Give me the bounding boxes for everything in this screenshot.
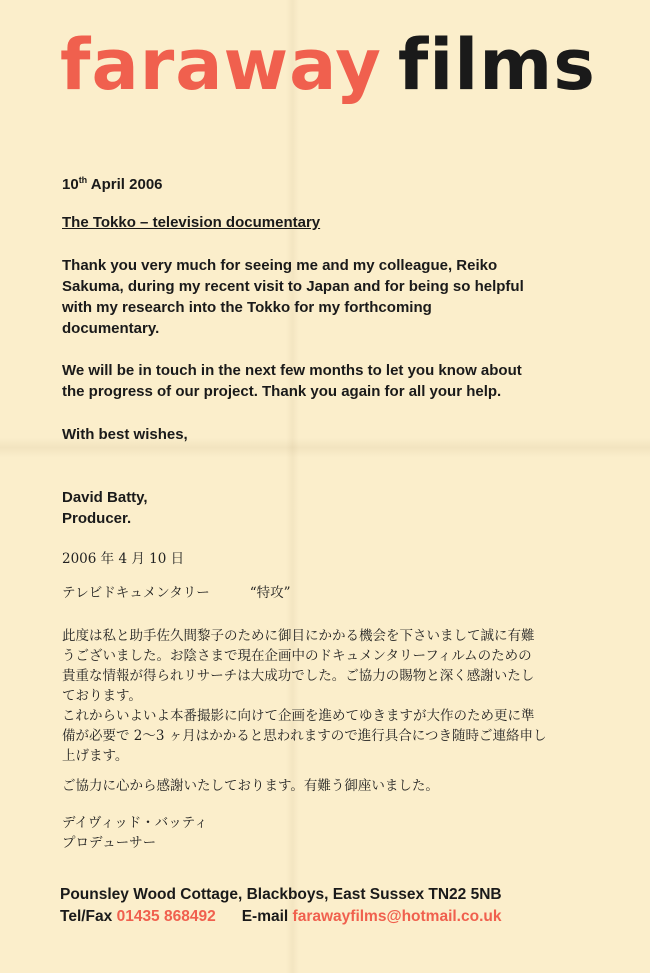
paragraph-line: Thank you very much for seeing me and my colleague, Reiko <box>62 257 498 274</box>
jp-paragraph-line: 備が必要で 2～3 ヶ月はかかると思われますので進行具合につき随時ご連絡申し <box>62 728 547 744</box>
paragraph-line: documentary. <box>62 320 160 337</box>
letter-subject: The Tokko – television documentary <box>62 214 321 231</box>
jp-letter-paragraph-1 <box>62 626 592 766</box>
date-suffix: th <box>78 175 88 185</box>
email-label: E-mail <box>241 908 289 925</box>
jp-letter-subject <box>62 583 592 603</box>
logo-word-films: films <box>397 24 596 106</box>
jp-letter-date: 2006 年 4 月 10 日 <box>62 551 185 567</box>
jp-subject-title: “特攻” <box>249 585 291 601</box>
letter-paragraph-1 <box>62 255 607 339</box>
footer-address: Pounsley Wood Cottage, Blackboys, East Sussex TN22 5NB <box>60 886 502 903</box>
jp-subject-label: テレビドキュメンタリー <box>62 585 210 601</box>
paragraph-line: Sakuma, during my recent visit to Japan and for being so helpful <box>62 278 524 295</box>
letter-closing: With best wishes, <box>62 426 188 443</box>
letter-date <box>62 170 607 195</box>
jp-signer-title: プロデューサー <box>62 835 157 851</box>
jp-paragraph-line: 此度は私と助手佐久間黎子のために御目にかかる機会を下さいまして誠に有難 <box>62 628 535 644</box>
jp-paragraph-line: うございました。お陰さまで現在企画中のドキュメンタリーフィルムのための <box>62 648 532 664</box>
tel-label: Tel/Fax <box>60 908 113 925</box>
paragraph-line: We will be in touch in the next few months to let you know about <box>62 362 522 379</box>
paragraph-line: with my research into the Tokko for my forthcoming <box>62 299 432 316</box>
letter-paragraph-2 <box>62 360 607 402</box>
logo-word-faraway: faraway <box>60 24 382 106</box>
footer-contact <box>60 906 620 928</box>
jp-letter-signature <box>62 813 592 853</box>
signer-name: David Batty, <box>62 489 148 506</box>
signer-title: Producer. <box>62 510 132 527</box>
date-month-year: April 2006 <box>87 176 163 193</box>
jp-signer-name: デイヴィッド・バッティ <box>62 815 208 831</box>
date-day: 10 <box>62 176 79 193</box>
letter-signature <box>62 487 607 529</box>
tel-number: 01435 868492 <box>116 908 216 925</box>
faraway-films-logo <box>60 24 596 106</box>
jp-paragraph-line: これからいよいよ本番撮影に向けて企画を進めてゆきますが大作のため更に準 <box>62 708 535 724</box>
email-address-link[interactable]: farawayfilms@hotmail.co.uk <box>292 908 502 925</box>
jp-letter-paragraph-2: ご協力に心から感謝いたしております。有難う御座いました。 <box>62 778 439 794</box>
paragraph-line: the progress of our project. Thank you again for all your help. <box>62 383 502 400</box>
jp-paragraph-line: 上げます。 <box>62 748 129 764</box>
jp-paragraph-line: ております。 <box>62 688 142 704</box>
jp-paragraph-line: 貴重な情報が得られリサーチは大成功でした。ご協力の賜物と深く感謝いたし <box>62 668 535 684</box>
